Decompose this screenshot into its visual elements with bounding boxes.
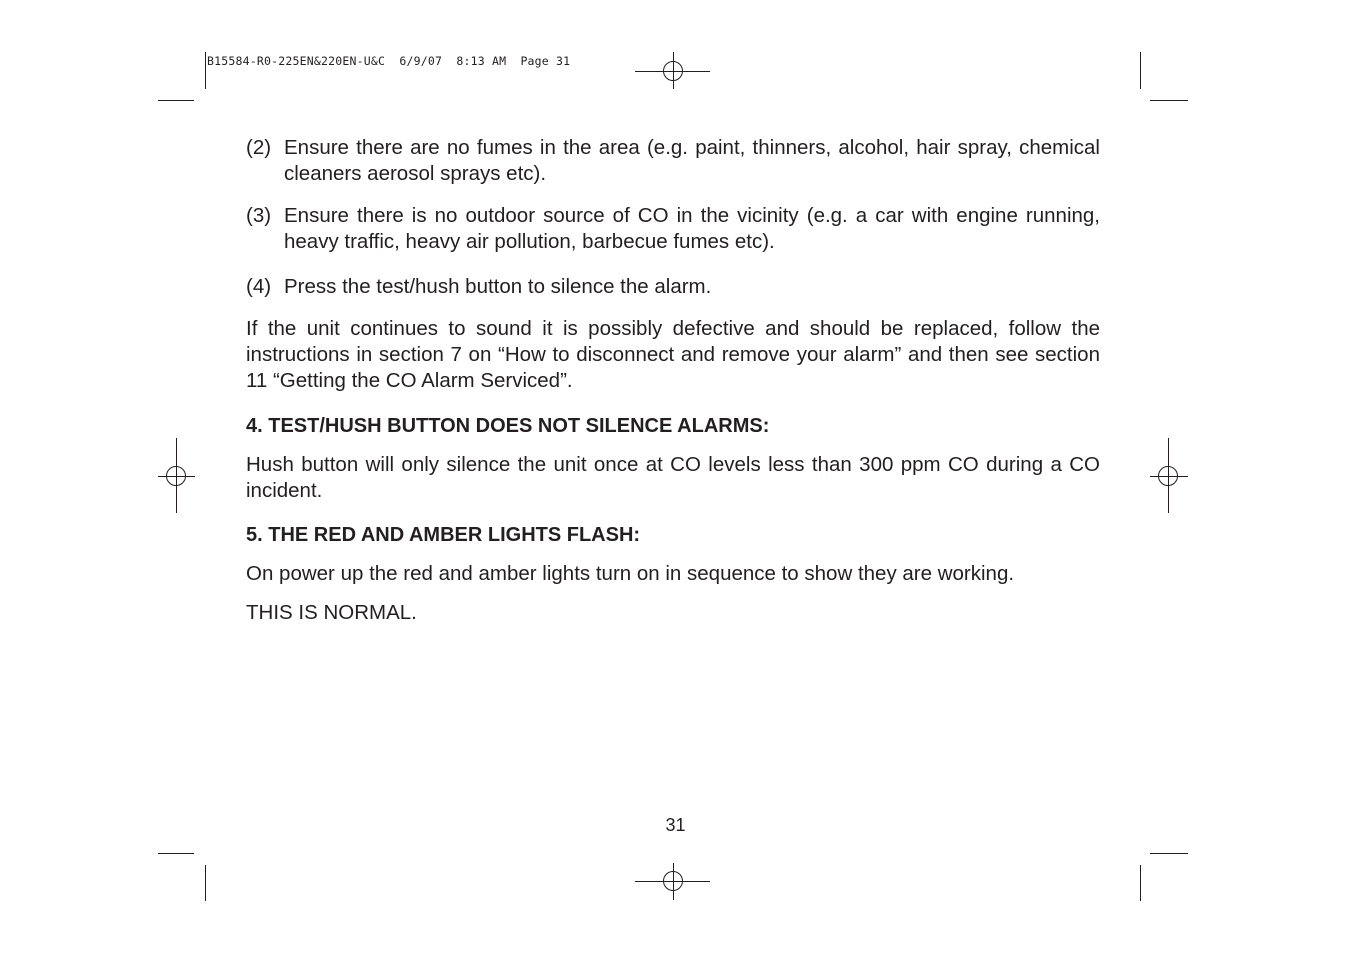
page-content xyxy=(246,135,1100,626)
paragraph-continue: If the unit continues to sound it is possibly defective and should be replaced, follow the instructions in section 7 on “How to disconnect and remove your alarm” and then see section 11 “Getting the CO Alarm Serviced”. xyxy=(246,317,1100,392)
list-item xyxy=(246,203,1100,255)
list-text: Press the test/hush button to silence the alarm. xyxy=(284,275,712,298)
printer-slug: B15584-R0-225EN&220EN-U&C 6/9/07 8:13 AM Page 31 xyxy=(207,54,571,68)
section-body: On power up the red and amber lights turn on in sequence to show they are working. xyxy=(246,562,1015,585)
list-item xyxy=(246,135,1100,187)
page-number: 31 xyxy=(665,815,686,835)
section-body: Hush button will only silence the unit once at CO levels less than 300 ppm CO during a CO incident. xyxy=(246,453,1100,502)
list-text: Ensure there is no outdoor source of CO in the vicinity (e.g. a car with engine running, heavy traffic, heavy air pollution, barbecue fumes etc). xyxy=(284,204,1100,253)
list-item xyxy=(246,274,1100,300)
section-heading: 5. THE RED AND AMBER LIGHTS FLASH: xyxy=(246,524,641,546)
list-number: (3) xyxy=(246,204,272,227)
section-heading: 4. TEST/HUSH BUTTON DOES NOT SILENCE ALARMS: xyxy=(246,415,770,437)
list-text: Ensure there are no fumes in the area (e.g. paint, thinners, alcohol, hair spray, chemical cleaners aerosol sprays etc). xyxy=(284,136,1100,185)
list-number: (4) xyxy=(246,275,272,298)
list-number: (2) xyxy=(246,136,272,159)
normal-note: THIS IS NORMAL. xyxy=(246,601,417,624)
